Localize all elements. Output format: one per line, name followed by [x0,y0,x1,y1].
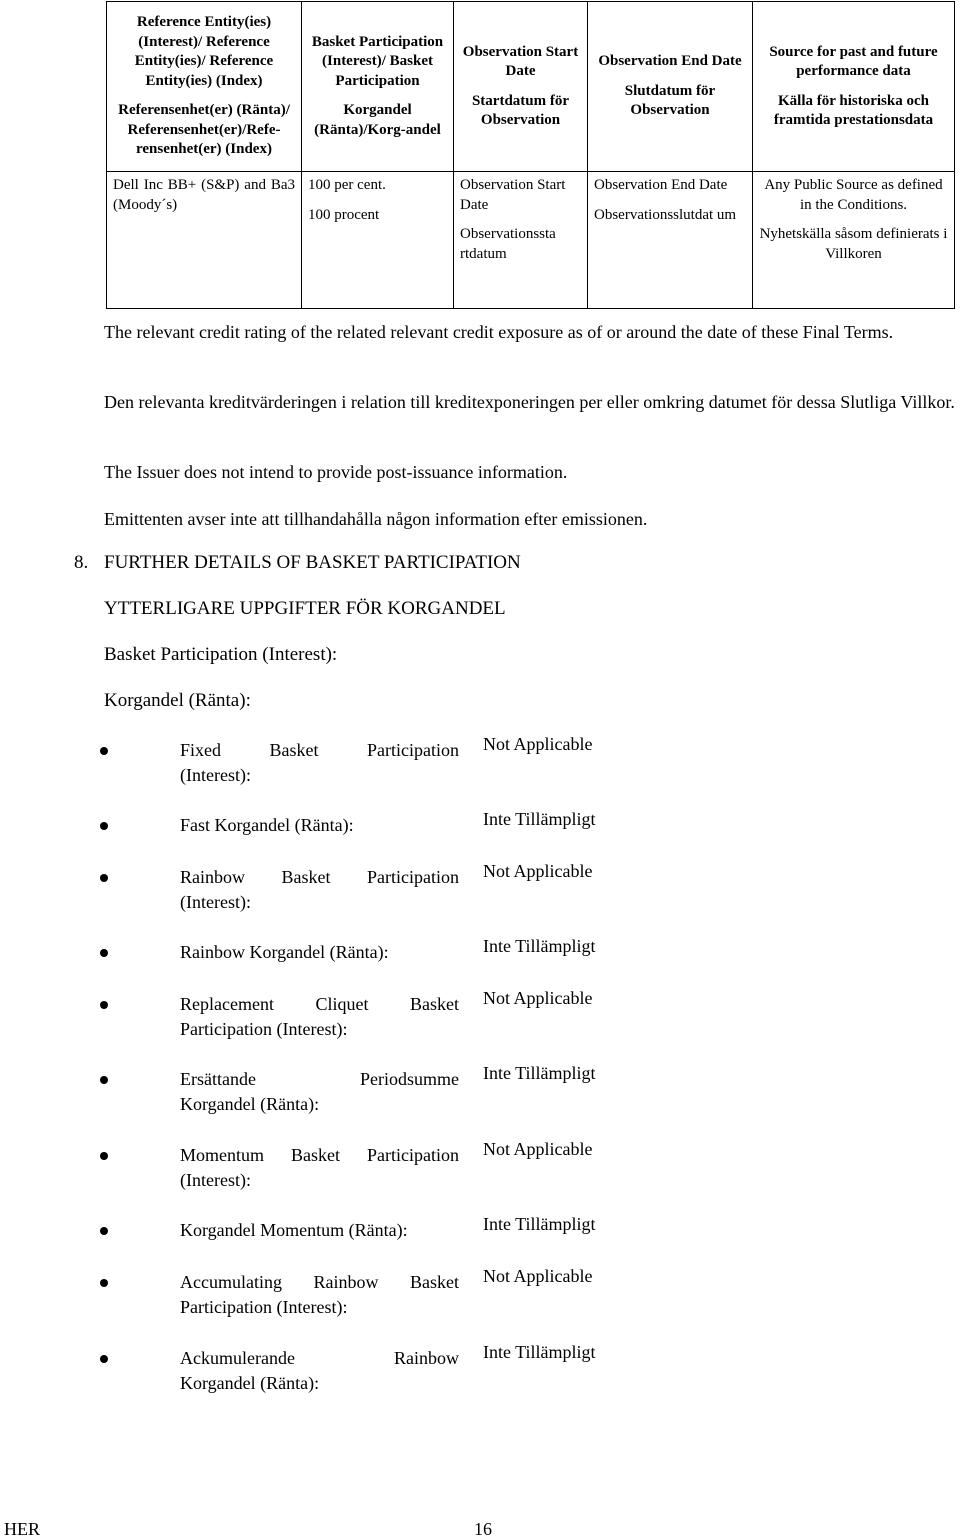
header-text-sv: Startdatum för Observation [471,92,570,128]
item-label-line: Korgandel (Ränta): [180,1373,320,1393]
item-label-line: Korgandel Momentum (Ränta): [180,1220,408,1240]
subsection-title-en: Basket Participation (Interest): [104,644,338,665]
header-basket-participation [302,2,454,172]
header-observation-end [588,2,753,172]
table-header-row [107,2,955,172]
reference-entity-table [106,1,955,309]
cell-text-en: Any Public Source as defined in the Conditions. [764,177,943,213]
cell-observation-end [588,172,753,309]
header-text-en: Basket Participation (Interest)/ Basket Participation [311,33,444,89]
credit-rating-paragraph-en: The relevant credit rating of the related relevant credit exposure as of or around the date of these Final Terms. [104,322,894,342]
table-row [107,172,955,309]
cell-observation-start [454,172,588,309]
bullet-icon [100,1152,108,1160]
bullet-icon [100,1279,108,1287]
item-label-line: Korgandel (Ränta): [180,1094,320,1114]
header-text-en: Observation End Date [598,53,742,70]
item-label-line: Fixed Basket Participation [180,740,459,760]
cell-text-sv: 100 procent [308,206,380,223]
bullet-icon [100,1001,108,1009]
cell-text-sv: Nyhetskälla såsom definierats i Villkoren [759,226,948,262]
header-observation-start [454,2,588,172]
cell-text-sv: Observationsslutdat um [594,206,737,223]
item-label [180,1067,459,1117]
item-value: Not Applicable [483,734,593,754]
item-label [180,992,459,1042]
header-text-sv: Referensenhet(er) (Ränta)/ Referensenhet(er)/Refe-rensenhet(er) (Index) [118,102,290,158]
item-label-line: Ackumulerande Rainbow [180,1348,459,1368]
cell-basket-participation [302,172,454,309]
item-label [180,865,459,915]
item-value: Inte Tillämpligt [483,809,596,829]
bullet-icon [100,1076,108,1084]
item-label-line: Participation (Interest): [180,1019,348,1039]
bullet-icon [100,747,108,755]
cell-text-en: 100 per cent. [308,177,386,193]
item-label-line: Accumulating Rainbow Basket [180,1272,459,1292]
item-label [180,813,459,838]
item-label [180,1218,459,1243]
item-label-line: (Interest): [180,892,251,912]
bullet-icon [100,949,108,957]
item-value: Not Applicable [483,861,593,881]
issuer-paragraph-sv: Emittenten avser inte att tillhandahålla någon information efter emissionen. [104,509,648,529]
item-label [180,940,459,965]
item-value: Inte Tillämpligt [483,1063,596,1083]
cell-text: Dell Inc BB+ (S&P) and Ba3 (Moody´s) [113,177,295,213]
section-title-sv: YTTERLIGARE UPPGIFTER FÖR KORGANDEL [104,598,506,619]
credit-rating-paragraph-sv: Den relevanta kreditvärderingen i relation till kreditexponeringen per eller omkring datumet för dessa Slutliga Villkor. [104,392,955,412]
header-text-en: Source for past and future performance data [769,43,938,79]
header-text-sv: Slutdatum för Observation [624,82,716,119]
header-text-en: Reference Entity(ies) (Interest)/ Reference Entity(ies)/ Reference Entity(ies) (Index) [134,14,274,89]
item-value: Not Applicable [483,1266,593,1286]
item-label-line: Replacement Cliquet Basket [180,994,459,1014]
bullet-icon [100,822,108,830]
section-title-en: FURTHER DETAILS OF BASKET PARTICIPATION [104,552,521,573]
item-value: Inte Tillämpligt [483,936,596,956]
section-number: 8. [74,552,89,573]
item-value: Not Applicable [483,988,593,1008]
item-label-line: Ersättande Periodsumme [180,1069,459,1089]
cell-text-sv: Observationssta rtdatum [460,226,556,262]
cell-text-en: Observation End Date [594,177,728,193]
item-label-line: (Interest): [180,765,251,785]
issuer-paragraph-en: The Issuer does not intend to provide post-issuance information. [104,462,568,482]
header-text-en: Observation Start Date [462,43,579,79]
item-label-line: Momentum Basket Participation [180,1145,459,1165]
item-label [180,1270,459,1320]
item-label-line: (Interest): [180,1170,251,1190]
bullet-icon [100,1227,108,1235]
item-label-line: Rainbow Basket Participation [180,867,459,887]
item-label [180,738,459,788]
item-value: Inte Tillämpligt [483,1342,596,1362]
header-text-sv: Korgandel (Ränta)/Korg-andel [314,102,441,138]
cell-performance-source [753,172,955,309]
header-text-sv: Källa för historiska och framtida prestationsdata [773,92,934,128]
item-value: Inte Tillämpligt [483,1214,596,1234]
cell-reference-entity [107,172,302,309]
header-performance-source [753,2,955,172]
bullet-icon [100,874,108,882]
item-label [180,1346,459,1396]
bullet-icon [100,1355,108,1363]
item-value: Not Applicable [483,1139,593,1159]
cell-text-en: Observation Start Date [460,177,566,213]
header-reference-entity [107,2,302,172]
page-number: 16 [474,1519,492,1539]
item-label-line: Rainbow Korgandel (Ränta): [180,942,389,962]
item-label-line: Fast Korgandel (Ränta): [180,815,354,835]
subsection-title-sv: Korgandel (Ränta): [104,690,251,711]
footer-code: HER [4,1519,40,1539]
item-label-line: Participation (Interest): [180,1297,348,1317]
item-label [180,1143,459,1193]
